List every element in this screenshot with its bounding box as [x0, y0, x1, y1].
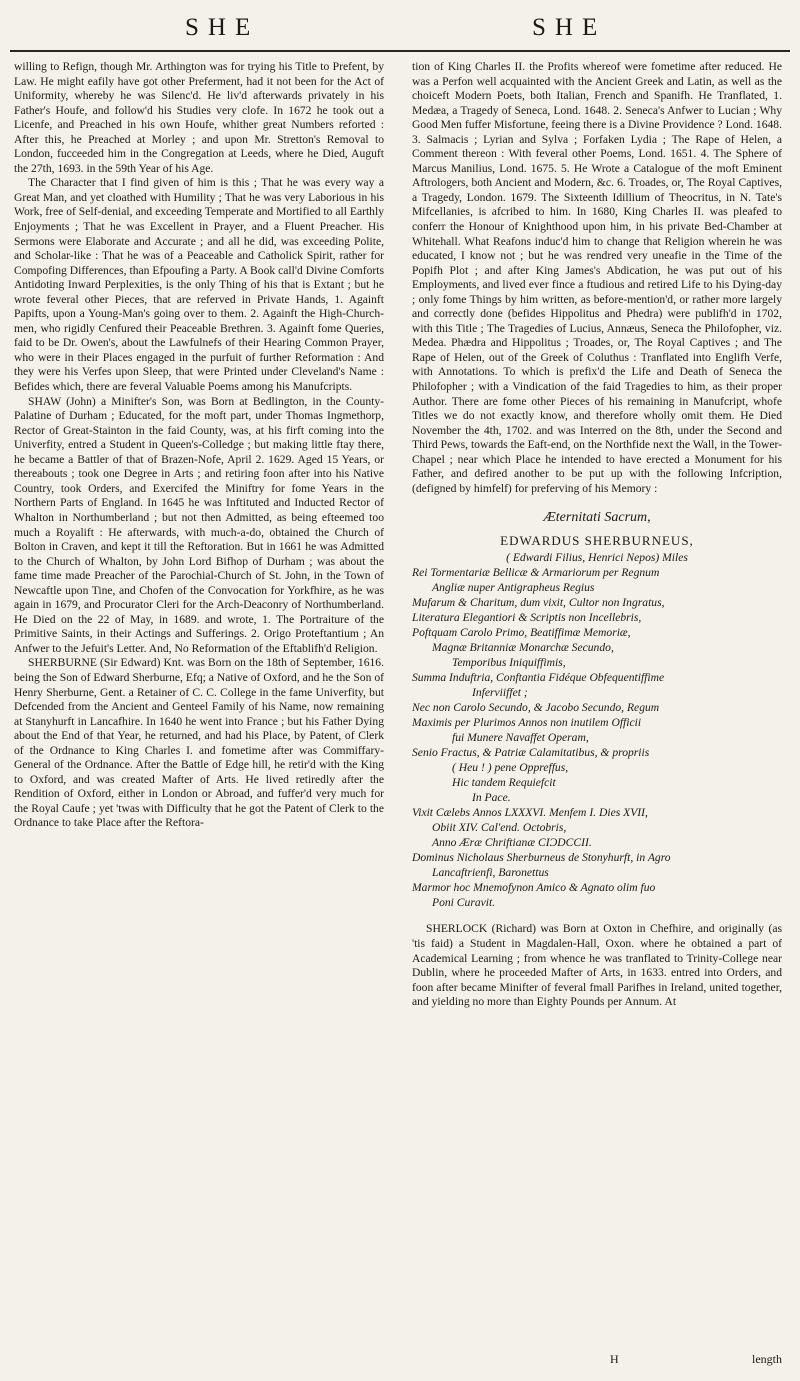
- paragraph-arthington-end: willing to Refign, though Mr. Arthington was for trying his Title to Prefent, by Law. He might eafily have got other Preferment, had it not been for the Act of Uniformity, whereby he was Silenc'd. He liv'd afterwards privately in his Father's Houfe, and follow'd his Studies very clofe. In 1672 he took out a Licenfe, and Preached in his own Houfe, whither great Numbers reforted : After this, he Preached at Morley ; and upon Mr. Stretton's Removal to London, fucceeded him in the Congregation at Leeds, where he Died, Auguft the 27th, 1693. in the 59th Year of his Age.: [14, 60, 384, 175]
- epitaph-line: Mufarum & Charitum, dum vixit, Cultor non Ingratus,: [412, 596, 665, 610]
- epitaph-line: In Pace.: [472, 791, 511, 805]
- epitaph-inscription: [412, 510, 782, 910]
- epitaph-line: Lancaftrienfi, Baronettus: [432, 866, 549, 880]
- epitaph-line: Literatura Elegantiori & Scriptis non Incellebris,: [412, 611, 642, 625]
- entry-sherburne-continued: tion of King Charles II. the Profits whereof were fometime after reduced. He was a Perfon well acquainted with the Ancient Greek and Latin, as well as the choiceft Modern Poets, both Italian, French and Spanifh. He Tranflated, 1. Medæa, a Tragedy of Seneca, Lond. 1648. 2. Seneca's Anfwer to Lucian ; Why Good Men fuffer Misfortune, feeing there is a Divine Providence ? Lond. 1648. 3. Salmacis ; Lyrian and Sylva ; Forfaken Lydia ; The Rape of Helen, a Comment thereon : With feveral other Poems, Lond. 1651. 4. The Sphere of Marcus Manilius, Lond. 1675. 5. He Wrote a Catalogue of the moft Eminent Aftrologers, both Ancient and Modern, &c. 6. Troades, or, The Royal Captives, a Tragedy, London. 1679. The Sixteenth Idillium of Theocritus, in N. Tate's Mifcellanies, is afcribed to him. In 1680, King Charles II. was pleafed to conferr the Honour of Knighthood upon him, in his private Bed-Chamber at Whitehall. What Reafons induc'd him to change that Religion wherein he was educated, I know not ; but he was rendred very uneafie in the Time of the Popifh Plot ; and after King James's Abdication, he was put out of his Employments, and lived ever fince a ftudious and retired Life to his Dying-day ; only fome Things by him written, as before-mention'd, or rather more largely and correctly done (befides Hippolitus and Phedra) were publifh'd in 1702, with this Title ; The Tragedies of Lucius, Annæus, Seneca the Philofopher, viz. Medea. Phædra and Hippolitus ; Troades, or, The Royal Captives ; and The Rape of Helen, out of the Greek of Coluthus : Tranflated into Englifh Verfe, with Annotations. To which is prefix'd the Life and Death of Seneca the Philofopher ; with a Vindication of the faid Tragedies to him, as their proper Author. There are fome other Pieces of his remaining in Manufcript, whofe Titles we do not exactly know, and therefore wholly omit them. He Died November the 4th, 1702. and was Interred on the 8th, under the Second and Third Pews, towards the Eaft-end, on the Northfide next the Wall, in the Tower-Chapel ; near which Place he intended to have erected a Monument for his Father, and defired another to be put up with the following Infcription, (defigned by himfelf) for preferving of his Memory :: [412, 60, 782, 495]
- entry-sherlock: SHERLOCK (Richard) was Born at Oxton in Chefhire, and originally (as 'tis faid) a Student in Magdalen-Hall, Oxon. where he obtained a part of Academical Learning ; from whence he was tranflated to Trinity-College near Dublin, where he proceeded Mafter of Arts, in 1633. entred into Orders, and foon after became Minifter of feveral fmall Parifhes in Ireland, united together, and yielding no more than Eighty Pounds per Annum. At: [412, 922, 782, 1009]
- epitaph-line: Dominus Nicholaus Sherburneus de Stonyhurft, in Agro: [412, 851, 671, 865]
- header-rule: [10, 50, 790, 52]
- epitaph-line: Maximis per Plurimos Annos non inutilem Officii: [412, 716, 642, 730]
- epitaph-line: Inferviiffet ;: [472, 686, 528, 700]
- epitaph-line: Anno Æræ Chriftianæ CIƆDCCII.: [432, 836, 592, 850]
- epitaph-line: Senio Fractus, & Patriæ Calamitatibus, & propriis: [412, 746, 650, 760]
- epitaph-line: Magnæ Britanniæ Monarchæ Secundo,: [432, 641, 614, 655]
- epitaph-line: Nec non Carolo Secundo, & Jacobo Secundo, Regum: [412, 701, 660, 715]
- epitaph-line: Poftquam Carolo Primo, Beatiffimæ Memoriæ,: [412, 626, 631, 640]
- epitaph-line: Vixit Cælebs Annos LXXXVI. Menfem I. Dies XVII,: [412, 806, 648, 820]
- entry-shaw: SHAW (John) a Minifter's Son, was Born at Bedlington, in the County-Palatine of Durham ; Educated, for the moft part, under Thomas Ingmethorp, Rector of Great-Stainton in the faid County, was, at his firft coming into the Univerfity, entred a Student in Queen's-Colledge ; but making little ftay there, he became a Battler of that of Brazen-Nofe, April 2. 1629. Aged 15 Years, or thereabouts ; took one Degree in Arts ; and retiring foon after into his Native Country, took Orders, and Exercifed the Miniftry for fome Years in the Northern Parts of England. In 1645 he was Inftituted and Inducted Rector of Whalton in Northumberland ; but not then Admitted, as being efteemed too much a Royalift : He afterwards, with much-a-do, obtained the Church of Bolton in Craven, and kept it till the Reftoration. But in 1661 he was Admitted to the Church of Whalton, by John Lord Bifhop of Durham ; was about the fame time made Preacher of the Parochial-Church of St. John, in the Town of Newcaftle upon Tine, and Chofen of the Convocation for Yorkfhire, as he was again in 1679, and Procurator Cleri for the Arch-Deaconry of Northumberland. He Died on the 22 of May, in 1689. and wrote, 1. The Portraiture of the Primitive Saints, in their Actings and Sufferings. 2. Origo Proteftantium ; An Anfwer to the Jefuit's Letter. And, No Reformation of the Eftablifh'd Religion.: [14, 394, 384, 655]
- signature-mark: H: [610, 1352, 619, 1366]
- epitaph-heading: Æternitati Sacrum,: [543, 510, 651, 526]
- running-head: [0, 14, 800, 54]
- epitaph-name: EDWARDUS SHERBURNEUS,: [500, 533, 694, 549]
- left-column: [14, 60, 384, 831]
- running-head-left: SHE: [185, 14, 260, 41]
- epitaph-line: fui Munere Navaffet Operam,: [452, 731, 589, 745]
- catchword: [752, 1352, 782, 1367]
- epitaph-line: Hic tandem Requiefcit: [452, 776, 556, 790]
- entry-sherburne: SHERBURNE (Sir Edward) Knt. was Born on the 18th of September, 1616. being the Son of Edward Sherburne, Efq; a Native of Oxford, and he the Son of Henry Sherburne, Gent. a Retainer of C. C. College in the fame Univerfity, but Defcended from the Ancient and Genteel Family of his Name, now remaining at Stanyhurft in Lancafhire. In 1640 he went into France ; but his Father Dying about the End of that Year, he returned, and had his Place, by Patent, of Clerk of the Ordnance to King Charles I. and fometime after was Commiffary-General of the Ordnance. After the Battle of Edge hill, he retir'd with the King to Oxford, and was created Mafter of Arts. He lived retiredly after the Rendition of Oxford, either in London or Abroad, and fuffer'd very much for the Royal Caufe ; yet 'twas with Difficulty that he got the Patent of Clerk to the Ordnance to take Place after the Reftora-: [14, 656, 384, 830]
- epitaph-line: Rei Tormentariæ Bellicæ & Armariorum per Regnum: [412, 566, 660, 580]
- epitaph-line: Summa Induftria, Conftantia Fidéque Obfequentiffime: [412, 671, 665, 685]
- epitaph-line: Poni Curavit.: [432, 896, 496, 910]
- epitaph-line: Angliæ nuper Antigrapheus Regius: [432, 581, 595, 595]
- epitaph-line: ( Edwardi Filius, Henrici Nepos) Miles: [506, 551, 688, 565]
- right-column: [412, 60, 782, 1010]
- paragraph-character: The Character that I find given of him is this ; That he was every way a Great Man, and yet cloathed with Humility ; That he was very Laborious in his Work, free of Self-denial, and exceeding Temperate and Mortified to all Earthly Enjoyments ; That he was Excellent in Prayer, and a Fluent Preacher. His Sermons were Elaborate and Accurate ; and all he did, was exceeding Polite, and Scholar-like : That he was of a Peaceable and Catholick Spirit, rather for Compofing Differences, than Efpoufing a Party. A Book call'd Divine Comforts Antidoting Inward Perplexities, is the only Thing of his that is Extant ; but he wrote feveral other Pieces, that are referved in Private Hands, 1. Againft Papifts, upon a Young-Man's going over to them. 2. Againft the High-Church-men, who rigidly Cenfured their Peaceable Brethren. 3. Againft fome Queries, faid to be Dr. Owen's, about the Lawfulnefs of their Hearing Common Prayer, who were in their Places engaged in the purfuit of further Reformation : And they were his Verfes upon Sleep, that were Printed under Cleveland's Name : Befides which, there are feveral Valuable Poems among his Manufcripts.: [14, 176, 384, 394]
- epitaph-line: ( Heu ! ) pene Oppreffus,: [452, 761, 569, 775]
- running-head-right: SHE: [532, 14, 607, 41]
- epitaph-line: Obiit XIV. Cal'end. Octobris,: [432, 821, 567, 835]
- catchword-text: length: [752, 1352, 782, 1366]
- epitaph-line: Marmor hoc Mnemofynon Amico & Agnato olim fuo: [412, 881, 656, 895]
- epitaph-line: Temporibus Iniquiffimis,: [452, 656, 566, 670]
